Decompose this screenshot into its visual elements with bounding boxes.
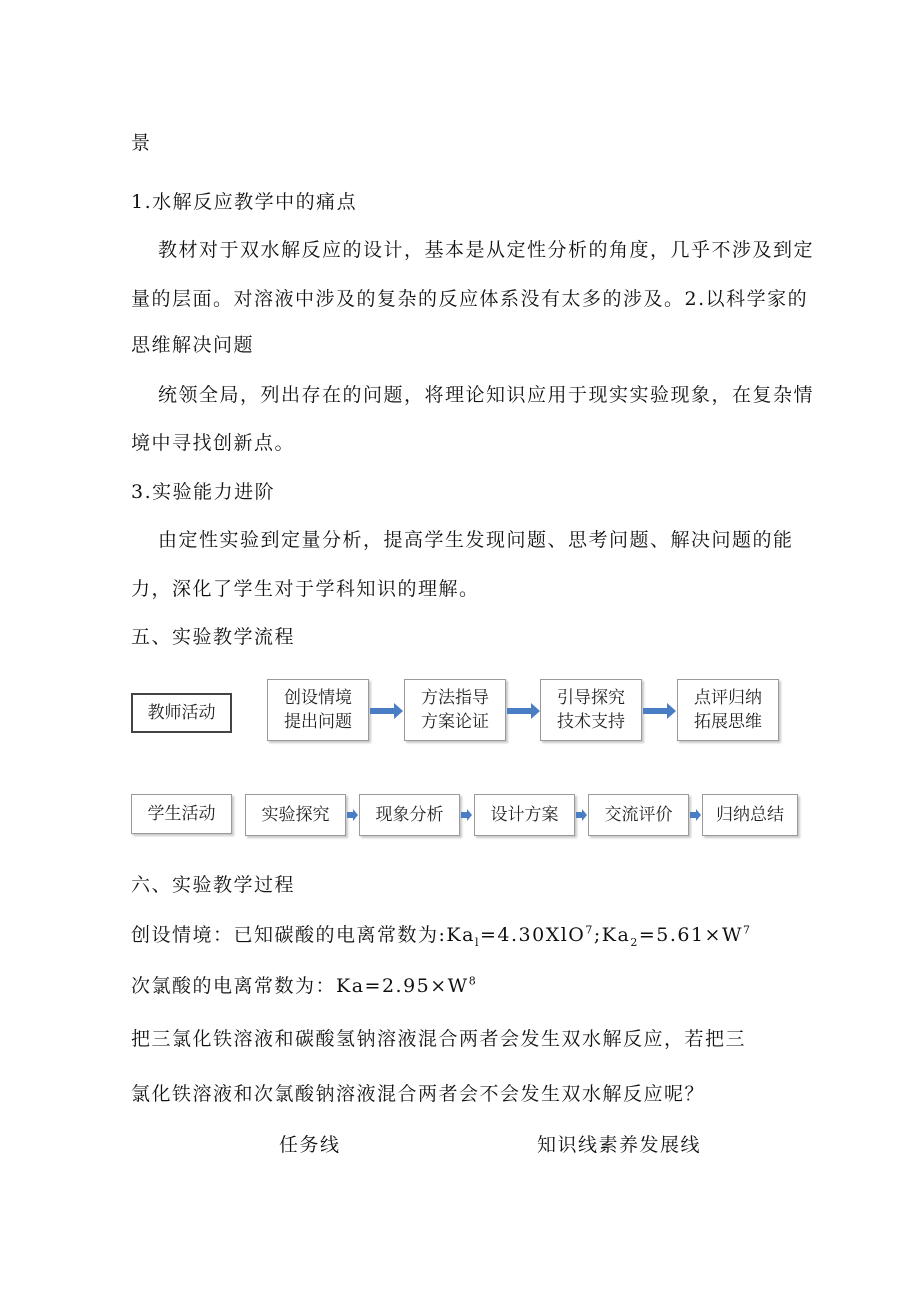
section-heading: 五、实验教学流程 [131, 626, 296, 648]
flow-step [540, 679, 642, 741]
text-run: =5.61×W [638, 924, 743, 946]
section-heading: 六、实验教学过程 [131, 874, 296, 896]
flow-step-line: 引导探究 [557, 688, 625, 708]
flow-step-line: 方案论证 [421, 712, 489, 732]
arrow-right-icon [461, 809, 473, 821]
teacher-activity-label: 教师活动 [131, 693, 232, 733]
paragraph-line: 量的层面。对溶液中涉及的复杂的反应体系没有太多的涉及。2.以科学家的 [131, 288, 809, 310]
arrow-right-icon [370, 702, 404, 720]
section-heading: 3.实验能力进阶 [131, 481, 276, 503]
flow-step-line: 点评归纳 [694, 688, 762, 708]
flow-step [677, 679, 779, 741]
column-heading-knowledge: 知识线素养发展线 [537, 1134, 702, 1156]
arrow-right-icon [690, 809, 702, 821]
flow-step-line: 技术支持 [557, 712, 625, 732]
flow-step-line: 提出问题 [284, 712, 352, 732]
paragraph-line: 教材对于双水解反应的设计，基本是从定性分析的角度，几乎不涉及到定 [158, 239, 815, 261]
paragraph-line: 把三氯化铁溶液和碳酸氢钠溶液混合两者会发生双水解反应，若把三 [131, 1028, 747, 1050]
subscript: l [474, 935, 480, 949]
flow-step-line: 创设情境 [284, 688, 352, 708]
flow-step: 现象分析 [359, 794, 460, 836]
flow-step [267, 679, 369, 741]
flow-step: 设计方案 [474, 794, 575, 836]
paragraph-line [131, 971, 477, 998]
arrow-right-icon [643, 702, 677, 720]
superscript: 8 [468, 974, 478, 988]
flow-step [404, 679, 506, 741]
text-run: 次氯酸的电离常数为：Ka=2.95×W [131, 975, 469, 997]
column-heading-task: 任务线 [279, 1134, 341, 1156]
paragraph-line: 统领全局，列出存在的问题，将理论知识应用于现实实验现象，在复杂情 [158, 384, 815, 406]
text-run: ;Ka [593, 924, 631, 946]
flow-step: 实验探究 [245, 794, 346, 836]
text-line: 景 [131, 132, 152, 154]
paragraph-line: 由定性实验到定量分析，提高学生发现问题、思考问题、解决问题的能 [158, 529, 794, 551]
flow-step-line: 拓展思维 [694, 712, 762, 732]
subscript: 2 [630, 935, 639, 949]
arrow-right-icon [576, 809, 588, 821]
flow-step-line: 方法指导 [421, 688, 489, 708]
paragraph-line: 氯化铁溶液和次氯酸钠溶液混合两者会不会发生双水解反应呢？ [131, 1083, 706, 1105]
flow-step: 归纳总结 [702, 794, 798, 836]
flow-step: 交流评价 [588, 794, 689, 836]
arrow-right-icon [347, 809, 359, 821]
section-heading: 1.水解反应教学中的痛点 [131, 191, 358, 213]
paragraph-line: 力，深化了学生对于学科知识的理解。 [131, 578, 480, 600]
arrow-right-icon [507, 702, 541, 720]
paragraph-line: 思维解决问题 [131, 334, 255, 356]
text-run: Ka [446, 924, 475, 946]
text-run: 创设情境：已知碳酸的电离常数为: [131, 924, 447, 946]
text-run: =4.30XlO [479, 924, 586, 946]
student-activity-label: 学生活动 [131, 794, 232, 834]
paragraph-line: 境中寻找创新点。 [131, 432, 296, 454]
superscript: 7 [585, 923, 594, 937]
superscript: 7 [743, 923, 752, 937]
paragraph-line [131, 920, 752, 949]
